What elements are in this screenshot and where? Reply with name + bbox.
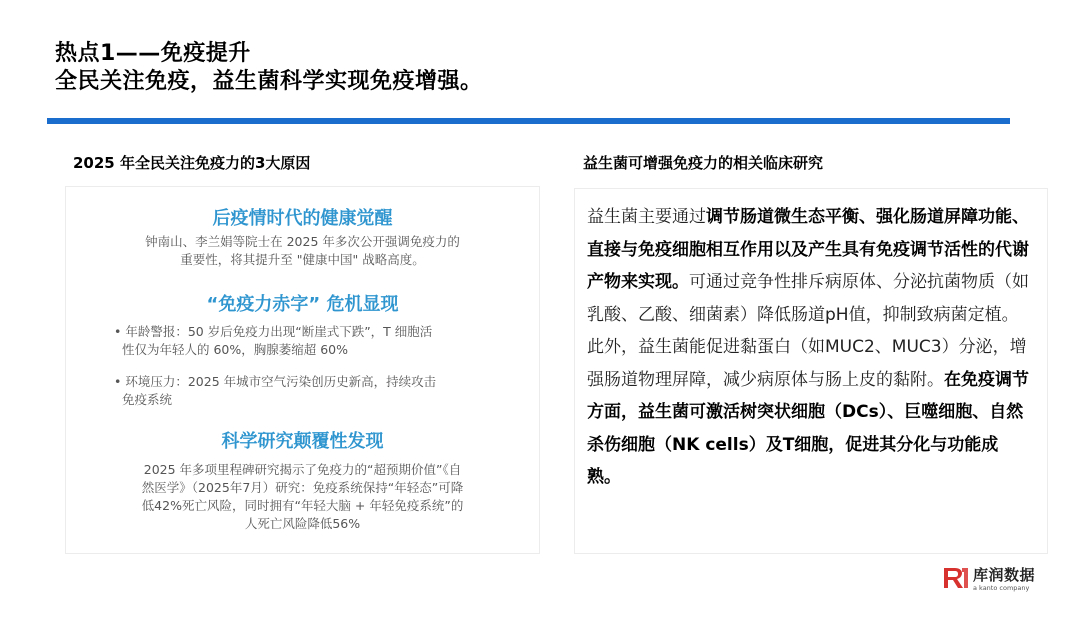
bullet-line: 性仅为年轻人的 60%，胸腺萎缩超 60% [122,342,349,357]
logo-mark-icon [943,567,969,589]
reason-text-line: 2025 年多项里程碑研究揭示了免疫力的“超预期价值”《自 [143,462,462,477]
bullet-line: • 环境压力：2025 年城市空气污染创历史新高，持续攻击 [114,374,437,389]
reason-text-line: 然医学》（2025年7月）研究：免疫系统保持“年轻态”可降 [141,480,464,495]
logo-tagline: a kanto company [973,584,1030,592]
bullet-line: • 年龄警报：50 岁后免疫力出现“断崖式下跌”，T 细胞活 [114,324,433,339]
logo-name: 库润数据 [973,566,1036,584]
reason-text-line: 低42%死亡风险，同时拥有“年轻大脑 + 年轻免疫系统”的 [141,498,464,513]
header-divider [47,118,1010,124]
clinical-research-text [587,201,1032,494]
page-subtitle: 全民关注免疫，益生菌科学实现免疫增强。 [55,69,483,94]
clinical-research-panel [574,188,1048,554]
reason-text-line: 钟南山、李兰娟等院士在 2025 年多次公开强调免疫力的 [145,234,460,249]
bullet-line: 免疫系统 [122,392,173,407]
text-run-bold: 在免疫调节方面，益生菌可激活树突状细胞（DCs）、巨噬细胞、自然杀伤细胞（NK cells）及T细胞，促进其分化与功能成熟。 [587,369,1029,487]
reason-text-line: 人死亡风险降低56% [244,516,361,531]
text-run: 益生菌主要通过 [587,207,706,227]
bullet-environment [114,373,509,409]
right-section-title: 益生菌可增强免疫力的相关临床研究 [583,154,824,172]
text-run: 可通过竞争性排斥病原体、分泌抗菌物质（如乳酸、乙酸、细菌素）降低肠道pH值，抑制致病菌定植。此外，益生菌能促进黏蛋白（如MUC2、MUC3）分泌，增强肠道物理屏障，减少病原体与肠上皮的黏附。 [587,272,1029,390]
page-title: 热点1——免疫提升 [55,41,251,66]
reason-heading-immunity-deficit: “免疫力赤字” 危机显现 [206,294,399,315]
left-section-title: 2025 年全民关注免疫力的3大原因 [73,154,311,172]
company-logo [943,565,1053,595]
reason-heading-post-pandemic: 后疫情时代的健康觉醒 [212,208,393,229]
reasons-panel [65,186,540,554]
bullet-age-alert [114,323,509,359]
reason-heading-research: 科学研究颠覆性发现 [221,431,384,452]
reason-text-line: 重要性，将其提升至 "健康中国" 战略高度。 [180,252,425,267]
text-run-bold: 调节肠道微生态平衡、强化肠道屏障功能、直接与免疫细胞相互作用以及产生具有免疫调节活性的代谢产物来实现。 [587,207,1029,292]
